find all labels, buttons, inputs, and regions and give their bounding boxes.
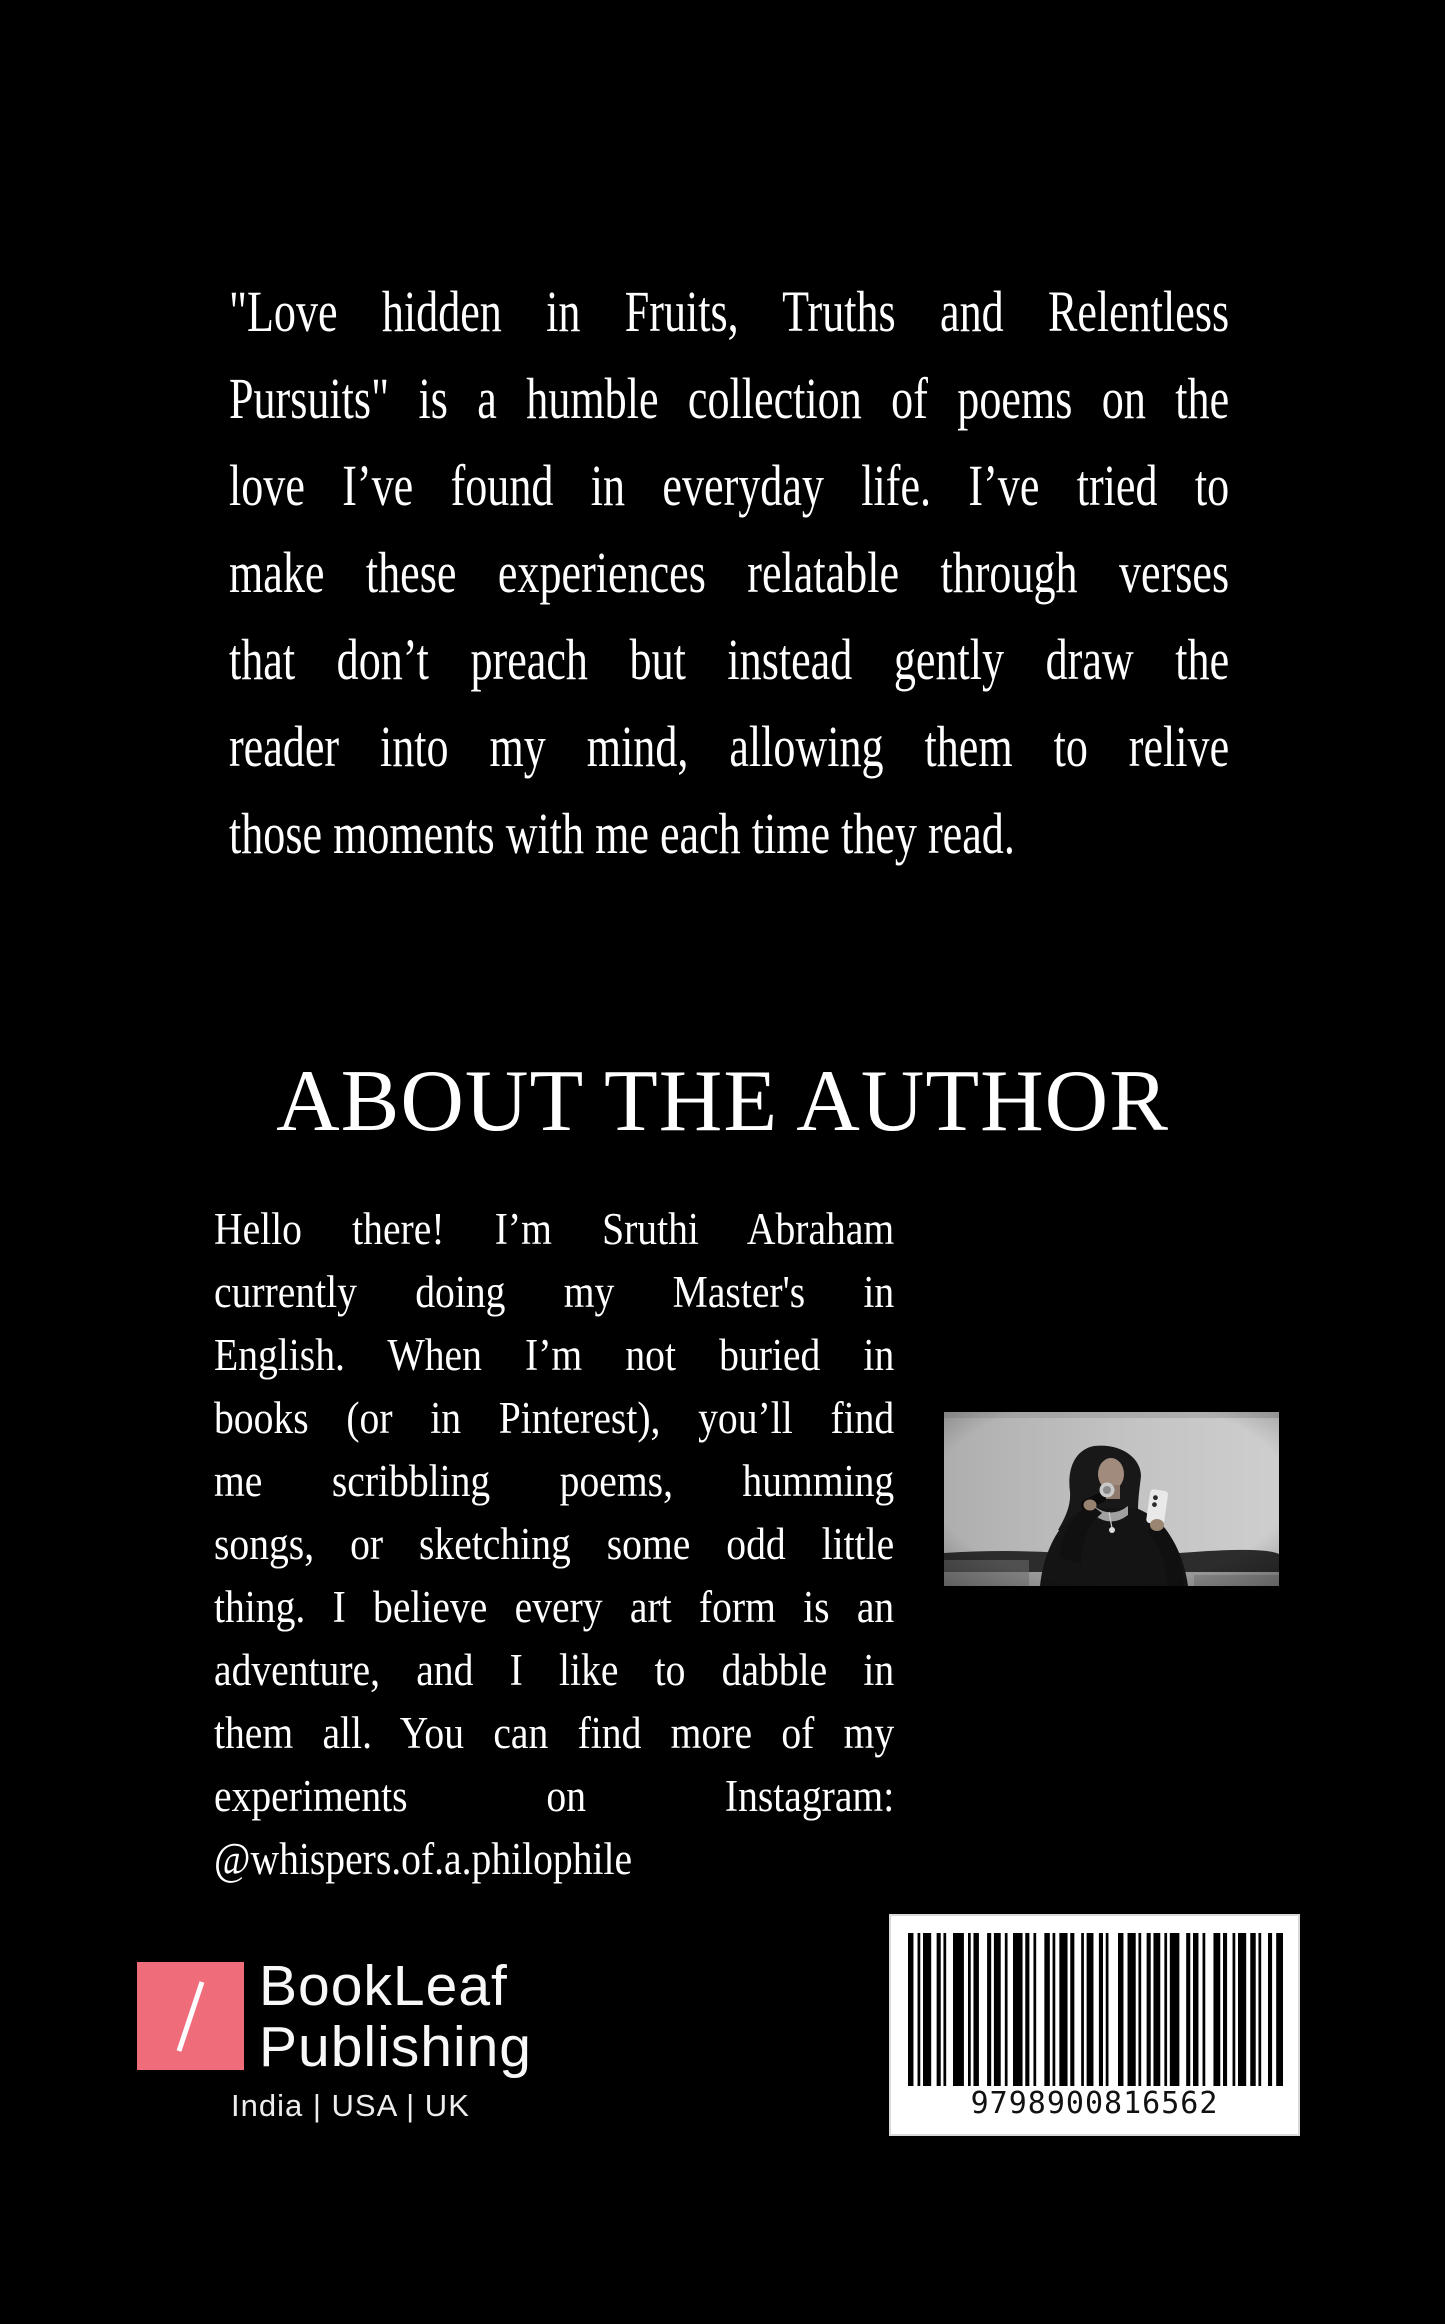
bio-line: English. When I’m not buried in (214, 1330, 895, 1380)
bookleaf-logo-mark (137, 1962, 244, 2070)
book-blurb (229, 268, 1229, 877)
about-the-author-heading: ABOUT THE AUTHOR (276, 1053, 1169, 1150)
publisher-regions: India | USA | UK (231, 2088, 470, 2123)
blurb-line: love I’ve found in everyday life. I’ve tried to (229, 453, 1230, 518)
publisher-name-line2: Publishing (259, 2015, 533, 2079)
bio-line: books (or in Pinterest), you’ll find (214, 1393, 895, 1443)
bio-line: Hello there! I’m Sruthi Abraham (214, 1204, 895, 1254)
barcode (889, 1914, 1300, 2136)
blurb-line: those moments with me each time they read. (229, 801, 1015, 866)
author-photo (944, 1412, 1279, 1586)
bio-line: me scribbling poems, humming (214, 1456, 895, 1506)
blurb-line: reader into my mind, allowing them to relive (229, 714, 1230, 779)
instagram-handle: @whispers.of.a.philophile (214, 1834, 633, 1884)
publisher-name-line1: BookLeaf (259, 1954, 508, 2018)
bio-line: currently doing my Master's in (214, 1267, 895, 1317)
bio-line: songs, or sketching some odd little (214, 1519, 895, 1569)
slash-icon (137, 1962, 244, 2070)
blurb-line: "Love hidden in Fruits, Truths and Relentless (229, 279, 1230, 344)
bio-line: them all. You can find more of my (214, 1708, 895, 1758)
bio-line: thing. I believe every art form is an (214, 1582, 895, 1632)
blurb-line: make these experiences relatable through verses (229, 540, 1230, 605)
publisher-name (259, 1956, 532, 2078)
bio-line: adventure, and I like to dabble in (214, 1645, 895, 1695)
bio-line: experiments on Instagram: (214, 1771, 895, 1821)
blurb-line: that don’t preach but instead gently draw the (229, 627, 1230, 692)
blurb-line: Pursuits" is a humble collection of poems on the (229, 366, 1230, 431)
author-photo-graphic (944, 1412, 1279, 1586)
author-bio (214, 1198, 894, 1891)
barcode-bars (908, 1933, 1283, 2086)
isbn-number: 9798900816562 (970, 2086, 1219, 2121)
